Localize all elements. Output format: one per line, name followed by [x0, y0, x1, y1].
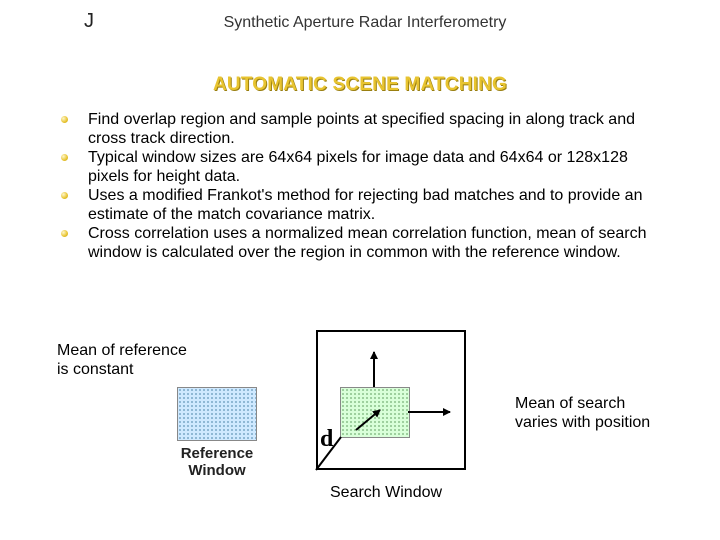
reference-caption-line: is constant — [57, 361, 134, 378]
header-subtitle: Synthetic Aperture Radar Interferometry — [223, 14, 507, 31]
mean-search-caption — [515, 394, 650, 432]
reference-label-line: Window — [188, 462, 246, 479]
slide-title: AUTOMATIC SCENE MATCHING — [212, 74, 507, 95]
offset-d-label: d — [320, 426, 334, 452]
arrow-diagonal — [356, 410, 380, 430]
bullet-text: Find overlap region and sample points at specified spacing in along track and cross track direction. — [88, 111, 635, 147]
search-window-label: Search Window — [330, 484, 443, 501]
mean-search-line: varies with position — [515, 414, 651, 431]
reference-label-line: Reference — [180, 445, 254, 462]
bullet-text: Typical window sizes are 64x64 pixels for image data and 64x64 or 128x128 pixels for height data. — [88, 149, 628, 185]
bullet-text: Uses a modified Frankot's method for rejecting bad matches and to provide an estimate of the match covariance matrix. — [88, 187, 643, 223]
bullet-text: Cross correlation uses a normalized mean correlation function, mean of search window is calculated over the region in common with the reference window. — [88, 225, 647, 261]
reference-caption-line: Mean of reference — [57, 342, 187, 359]
logo-mark: J — [84, 10, 94, 32]
mean-search-line: Mean of search — [515, 395, 626, 412]
